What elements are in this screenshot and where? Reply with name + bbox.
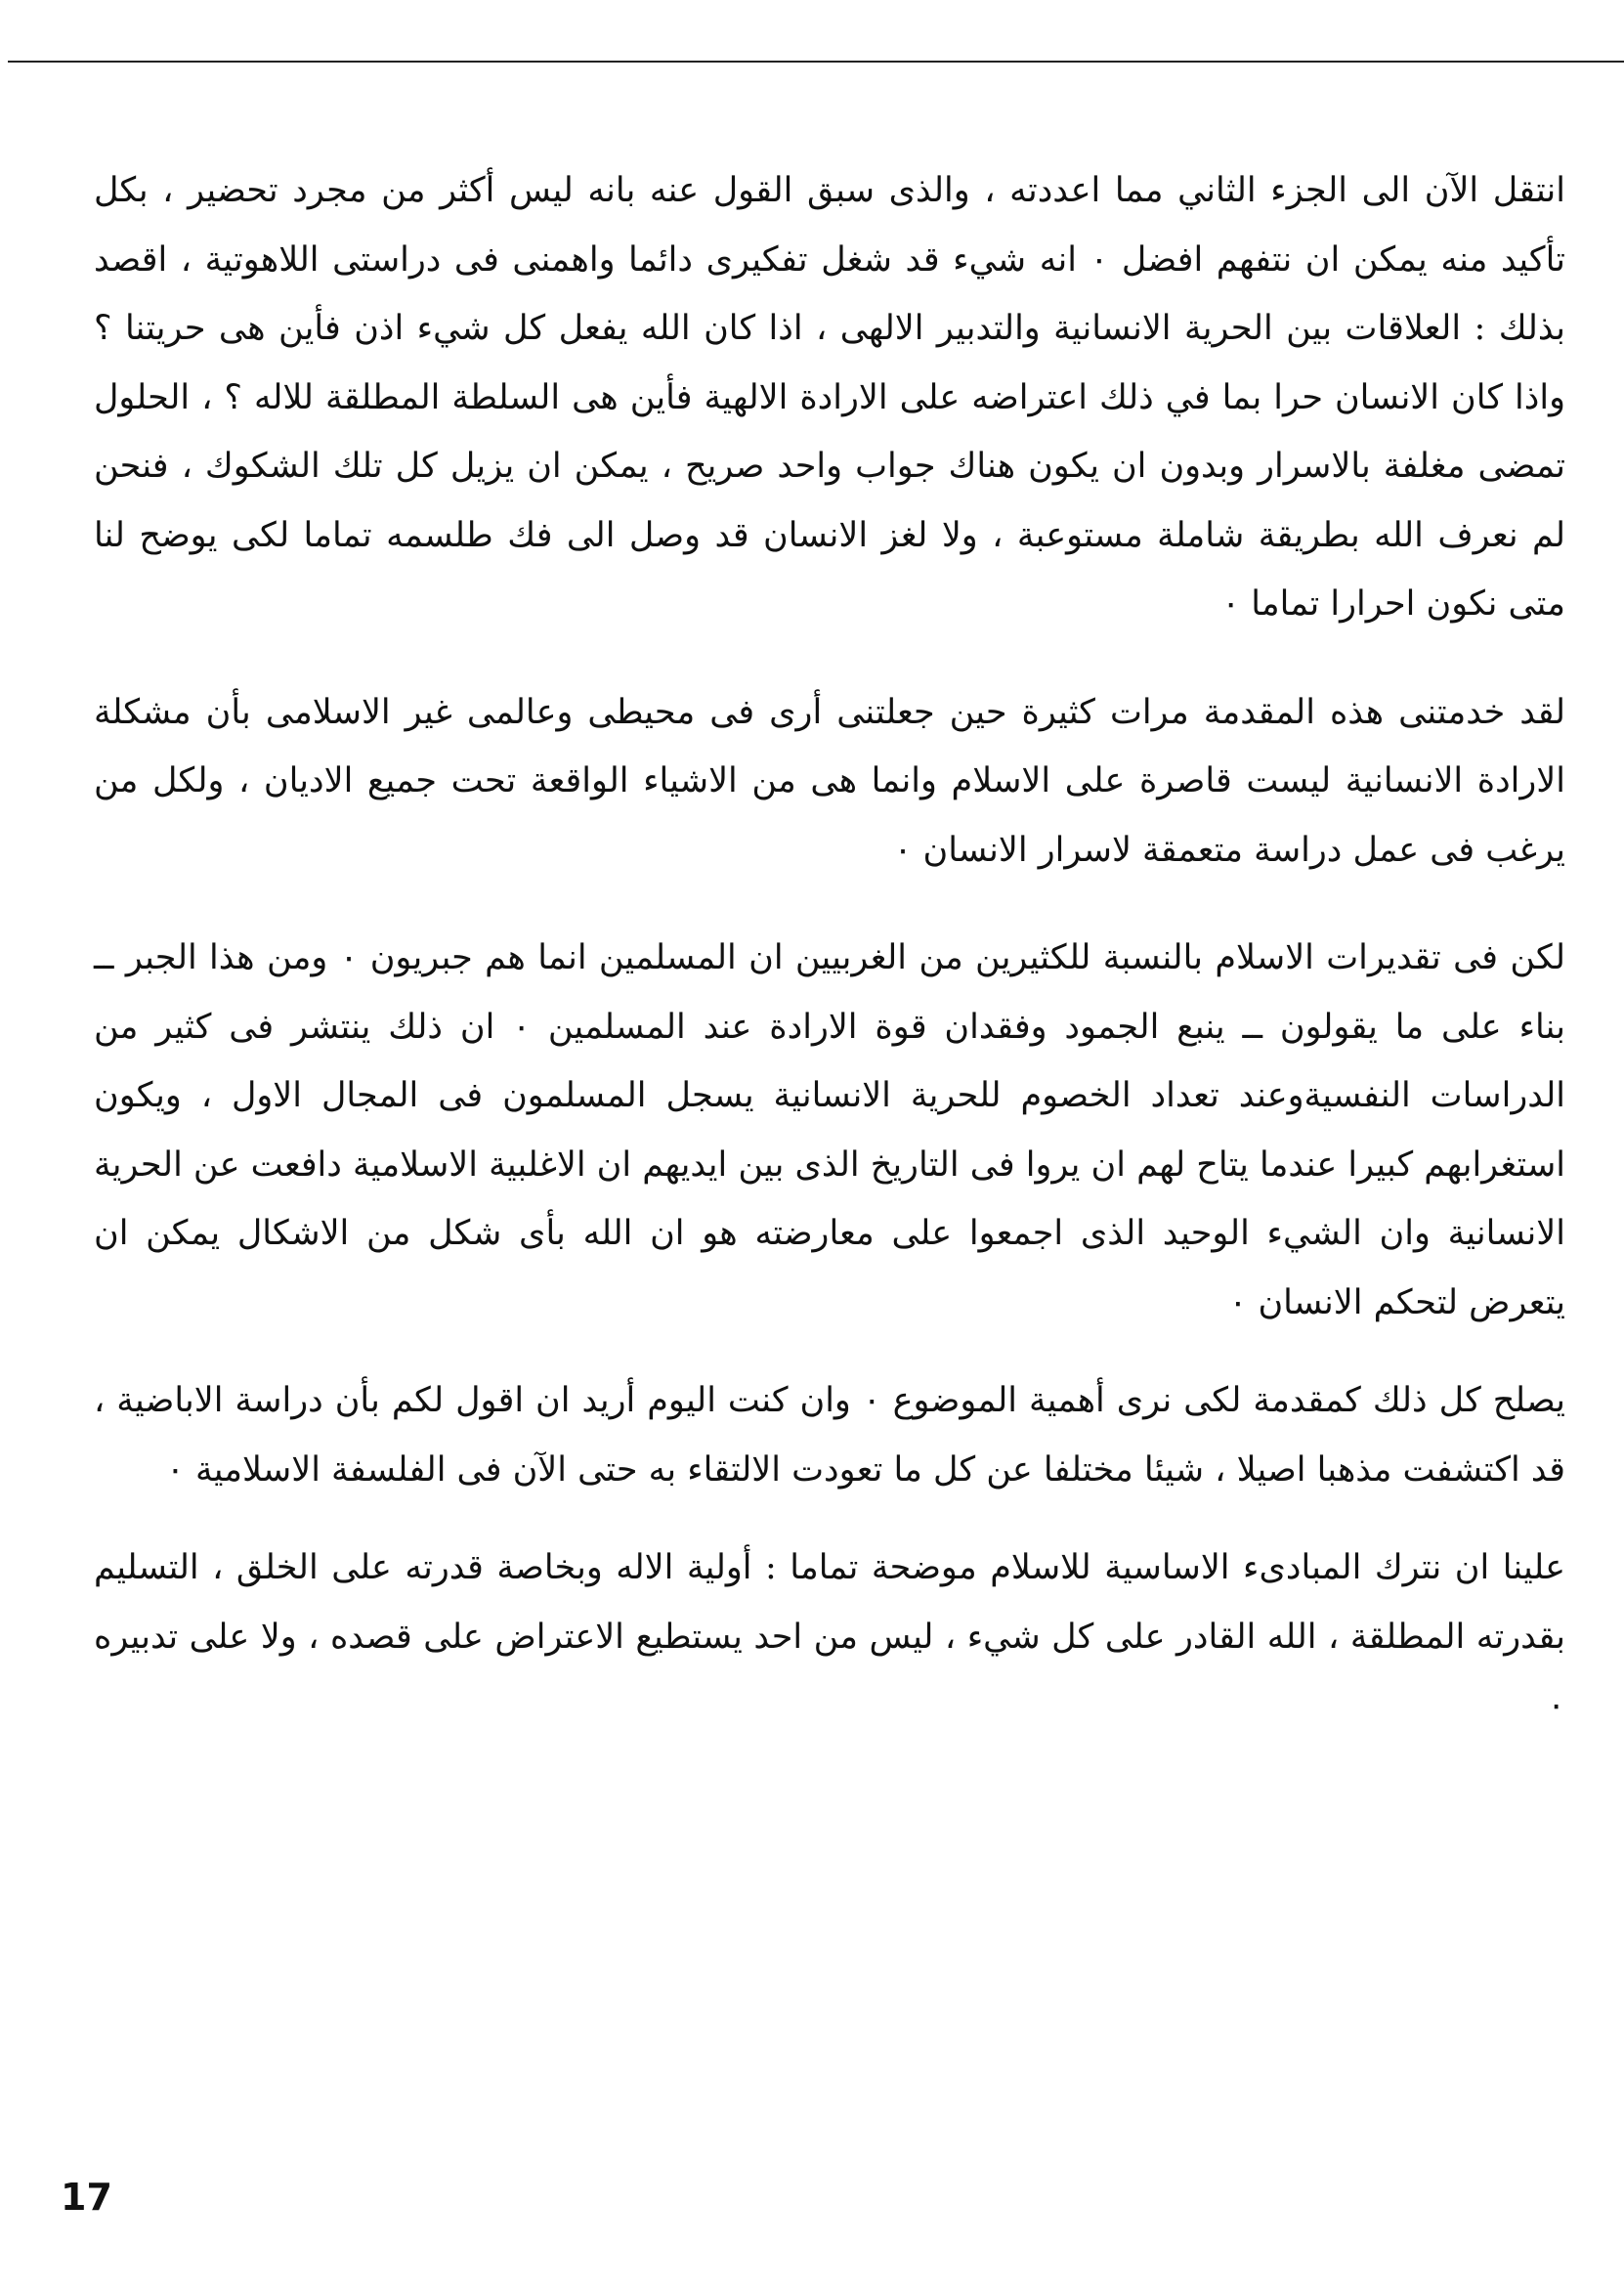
- page-body: [94, 156, 1565, 1741]
- paragraph: انتقل الآن الى الجزء الثاني مما اعددته ، والذى سبق القول عنه بانه ليس أكثر من مجرد تحضير ، بكل تأكيد منه يمكن ان نتفهم افضل ٠ انه شيء قد شغل تفكيرى دائما واهمنى فى دراستى اللاهوتية ، اقصد بذلك : العلاقات بين الحرية الانسانية والتدبير الالهى ، اذا كان الله يفعل كل شيء اذن فأين هى حريتنا ؟ واذا كان الانسان حرا بما في ذلك اعتراضه على الارادة الالهية فأين هى السلطة المطلقة للاله ؟ ، الحلول تمضى مغلفة بالاسرار وبدون ان يكون هناك جواب واحد صريح ، يمكن ان يزيل كل تلك الشكوك ، فنحن لم نعرف الله بطريقة شاملة مستوعبة ، ولا لغز الانسان قد وصل الى فك طلسمه تماما لكى يوضح لنا متى نكون احرارا تماما ٠: [94, 171, 1565, 624]
- paragraph: يصلح كل ذلك كمقدمة لكى نرى أهمية الموضوع ٠ وان كنت اليوم أريد ان اقول لكم بأن دراسة الاباضية ، قد اكتشفت مذهبا اصيلا ، شيئا مختلفا عن كل ما تعودت الالتقاء به حتى الآن فى الفلسفة الاسلامية ٠: [94, 1381, 1566, 1490]
- paragraph: لكن فى تقديرات الاسلام بالنسبة للكثيرين من الغربيين ان المسلمين انما هم جبريون ٠ ومن هذا الجبر ــ بناء على ما يقولون ــ ينبع الجمود وفقدان قوة الارادة عند المسلمين ٠ ان ذلك ينتشر فى كثير من الدراسات النفسيةوعند تعداد الخصوم للحرية الانسانية يسجل المسلمون فى المجال الاول ، ويكون استغرابهم كبيرا عندما يتاح لهم ان يروا فى التاريخ الذى بين ايديهم ان الاغلبية الاسلامية دافعت عن الحرية الانسانية وان الشيء الوحيد الذى اجمعوا على معارضته هو ان الله بأى شكل من الاشكال يمكن ان يتعرض لتحكم الانسان ٠: [94, 938, 1565, 1322]
- page-number: 17: [61, 2176, 112, 2219]
- paragraph: لقد خدمتنى هذه المقدمة مرات كثيرة حين جعلتنى أرى فى محيطى وعالمى غير الاسلامى بأن مشكلة الارادة الانسانية ليست قاصرة على الاسلام وانما هى من الاشياء الواقعة تحت جميع الاديان ، ولكل من يرغب فى عمل دراسة متعمقة لاسرار الانسان ٠: [94, 692, 1565, 870]
- header-rule: [8, 61, 1624, 63]
- paragraph: علينا ان نترك المبادىء الاساسية للاسلام موضحة تماما : أولية الاله وبخاصة قدرته على الخلق ، التسليم بقدرته المطلقة ، الله القادر على كل شيء ، ليس من احد يستطيع الاعتراض على قصده ، ولا على تدبيره ٠: [94, 1548, 1565, 1725]
